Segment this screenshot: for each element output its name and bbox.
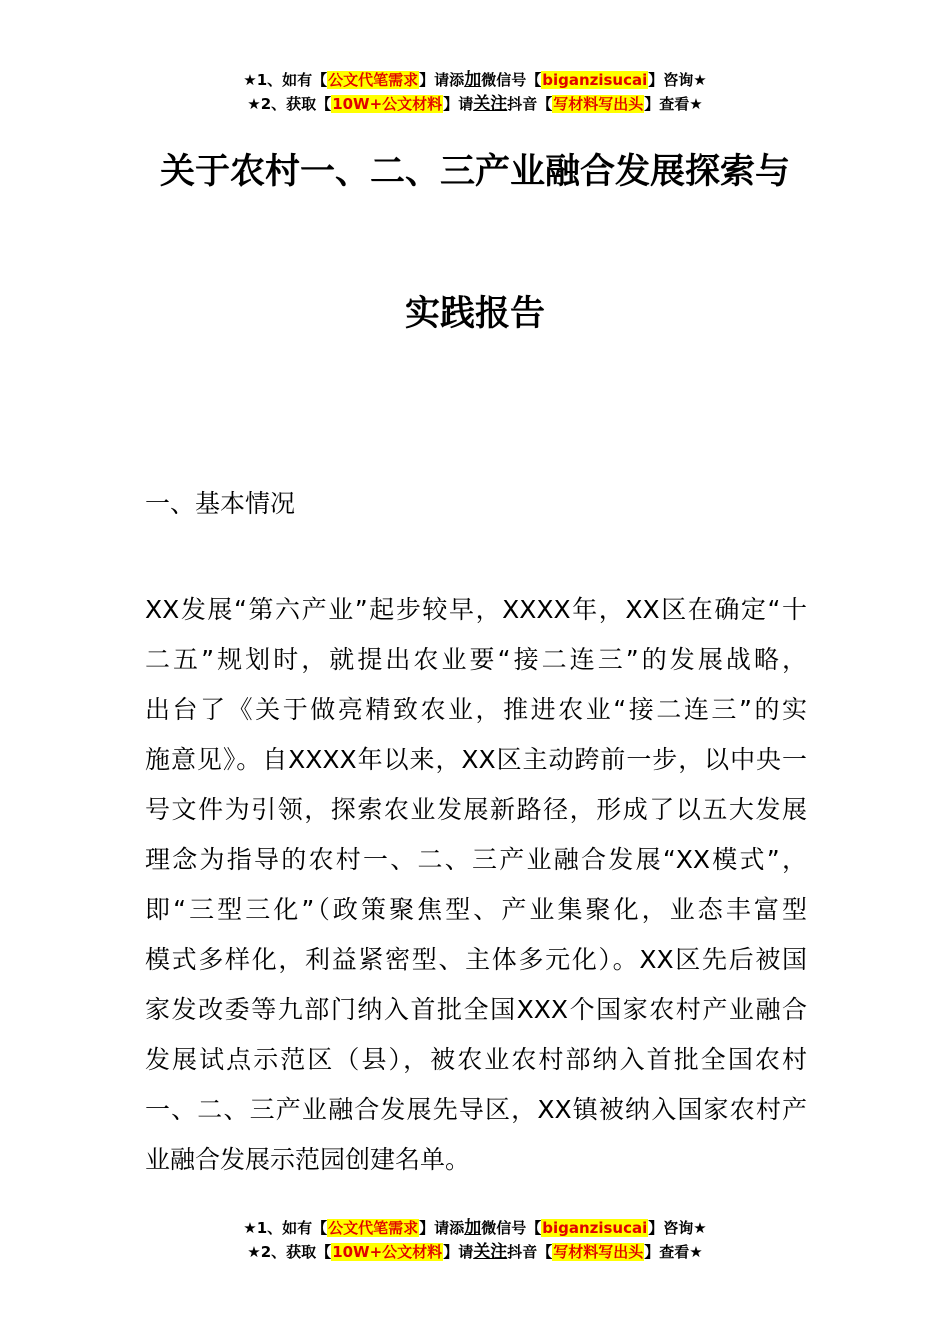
- paragraph-line: 模式多样化，利益紧密型、主体多元化）。XX区先后被国: [145, 945, 807, 974]
- banner-emphasis: 加: [464, 1218, 482, 1238]
- banner-text: 】咨询★: [648, 71, 707, 89]
- document-title-line-1: 关于农村一、二、三产业融合发展探索与: [159, 152, 790, 192]
- banner-text: 】请添: [419, 71, 465, 89]
- paragraph-line: 施意见》。自XXXX年以来，XX区主动跨前一步，以中央一: [145, 745, 807, 774]
- banner-emphasis: 加: [464, 70, 482, 90]
- banner-line-2: [0, 1240, 950, 1264]
- paragraph-line: 业融合发展示范园创建名单。: [145, 1145, 471, 1174]
- paragraph-line: 理念为指导的农村一、二、三产业融合发展“XX模式”，: [145, 845, 807, 874]
- banner-text: ★2、获取【: [247, 1243, 332, 1261]
- banner-text: 】咨询★: [648, 1219, 707, 1237]
- banner-highlight: 10W+公文材料: [332, 95, 443, 113]
- section-heading: 一、基本情况: [145, 489, 296, 518]
- banner-text: 】查看★: [644, 1243, 703, 1261]
- paragraph-line: 号文件为引领，探索农业发展新路径，形成了以五大发展: [145, 795, 807, 824]
- banner-line-1: [0, 68, 950, 92]
- banner-text: 微信号【: [481, 1219, 542, 1237]
- banner-emphasis: 关注: [473, 94, 508, 114]
- banner-text: ★1、如有【: [243, 1219, 328, 1237]
- banner-highlight: 写材料写出头: [553, 1243, 644, 1261]
- paragraph-line: 即“三型三化”（政策聚焦型、产业集聚化，业态丰富型: [145, 895, 807, 924]
- banner-highlight: biganzisucai: [542, 1219, 648, 1237]
- banner-text: 】请: [443, 1243, 474, 1261]
- banner-text: 微信号【: [481, 71, 542, 89]
- paragraph-line: 发展试点示范区（县），被农业农村部纳入首批全国农村: [145, 1045, 807, 1074]
- bottom-banner: [0, 1216, 950, 1264]
- banner-line-2: [0, 92, 950, 116]
- banner-text: 】请添: [419, 1219, 465, 1237]
- paragraph-line: 二五”规划时，就提出农业要“接二连三”的发展战略，: [145, 645, 807, 674]
- banner-text: 】查看★: [644, 95, 703, 113]
- banner-highlight: biganzisucai: [542, 71, 648, 89]
- banner-text: 抖音【: [507, 1243, 553, 1261]
- paragraph-line: 一、二、三产业融合发展先导区，XX镇被纳入国家农村产: [145, 1095, 807, 1124]
- banner-highlight: 写材料写出头: [553, 95, 644, 113]
- banner-emphasis: 关注: [473, 1242, 508, 1262]
- banner-highlight: 公文代笔需求: [328, 1219, 419, 1237]
- banner-text: ★2、获取【: [247, 95, 332, 113]
- banner-highlight: 10W+公文材料: [332, 1243, 443, 1261]
- top-banner: [0, 68, 950, 116]
- banner-text: 抖音【: [507, 95, 553, 113]
- paragraph-line: 出台了《关于做亮精致农业，推进农业“接二连三”的实: [145, 695, 807, 724]
- banner-text: 】请: [443, 95, 474, 113]
- banner-highlight: 公文代笔需求: [328, 71, 419, 89]
- paragraph-line: 家发改委等九部门纳入首批全国XXX个国家农村产业融合: [145, 995, 807, 1024]
- banner-line-1: [0, 1216, 950, 1240]
- paragraph-line: XX发展“第六产业”起步较早，XXXX年，XX区在确定“十: [145, 595, 807, 624]
- banner-text: ★1、如有【: [243, 71, 328, 89]
- body-paragraph: [145, 585, 807, 1185]
- document-title-line-2: 实践报告: [404, 294, 545, 334]
